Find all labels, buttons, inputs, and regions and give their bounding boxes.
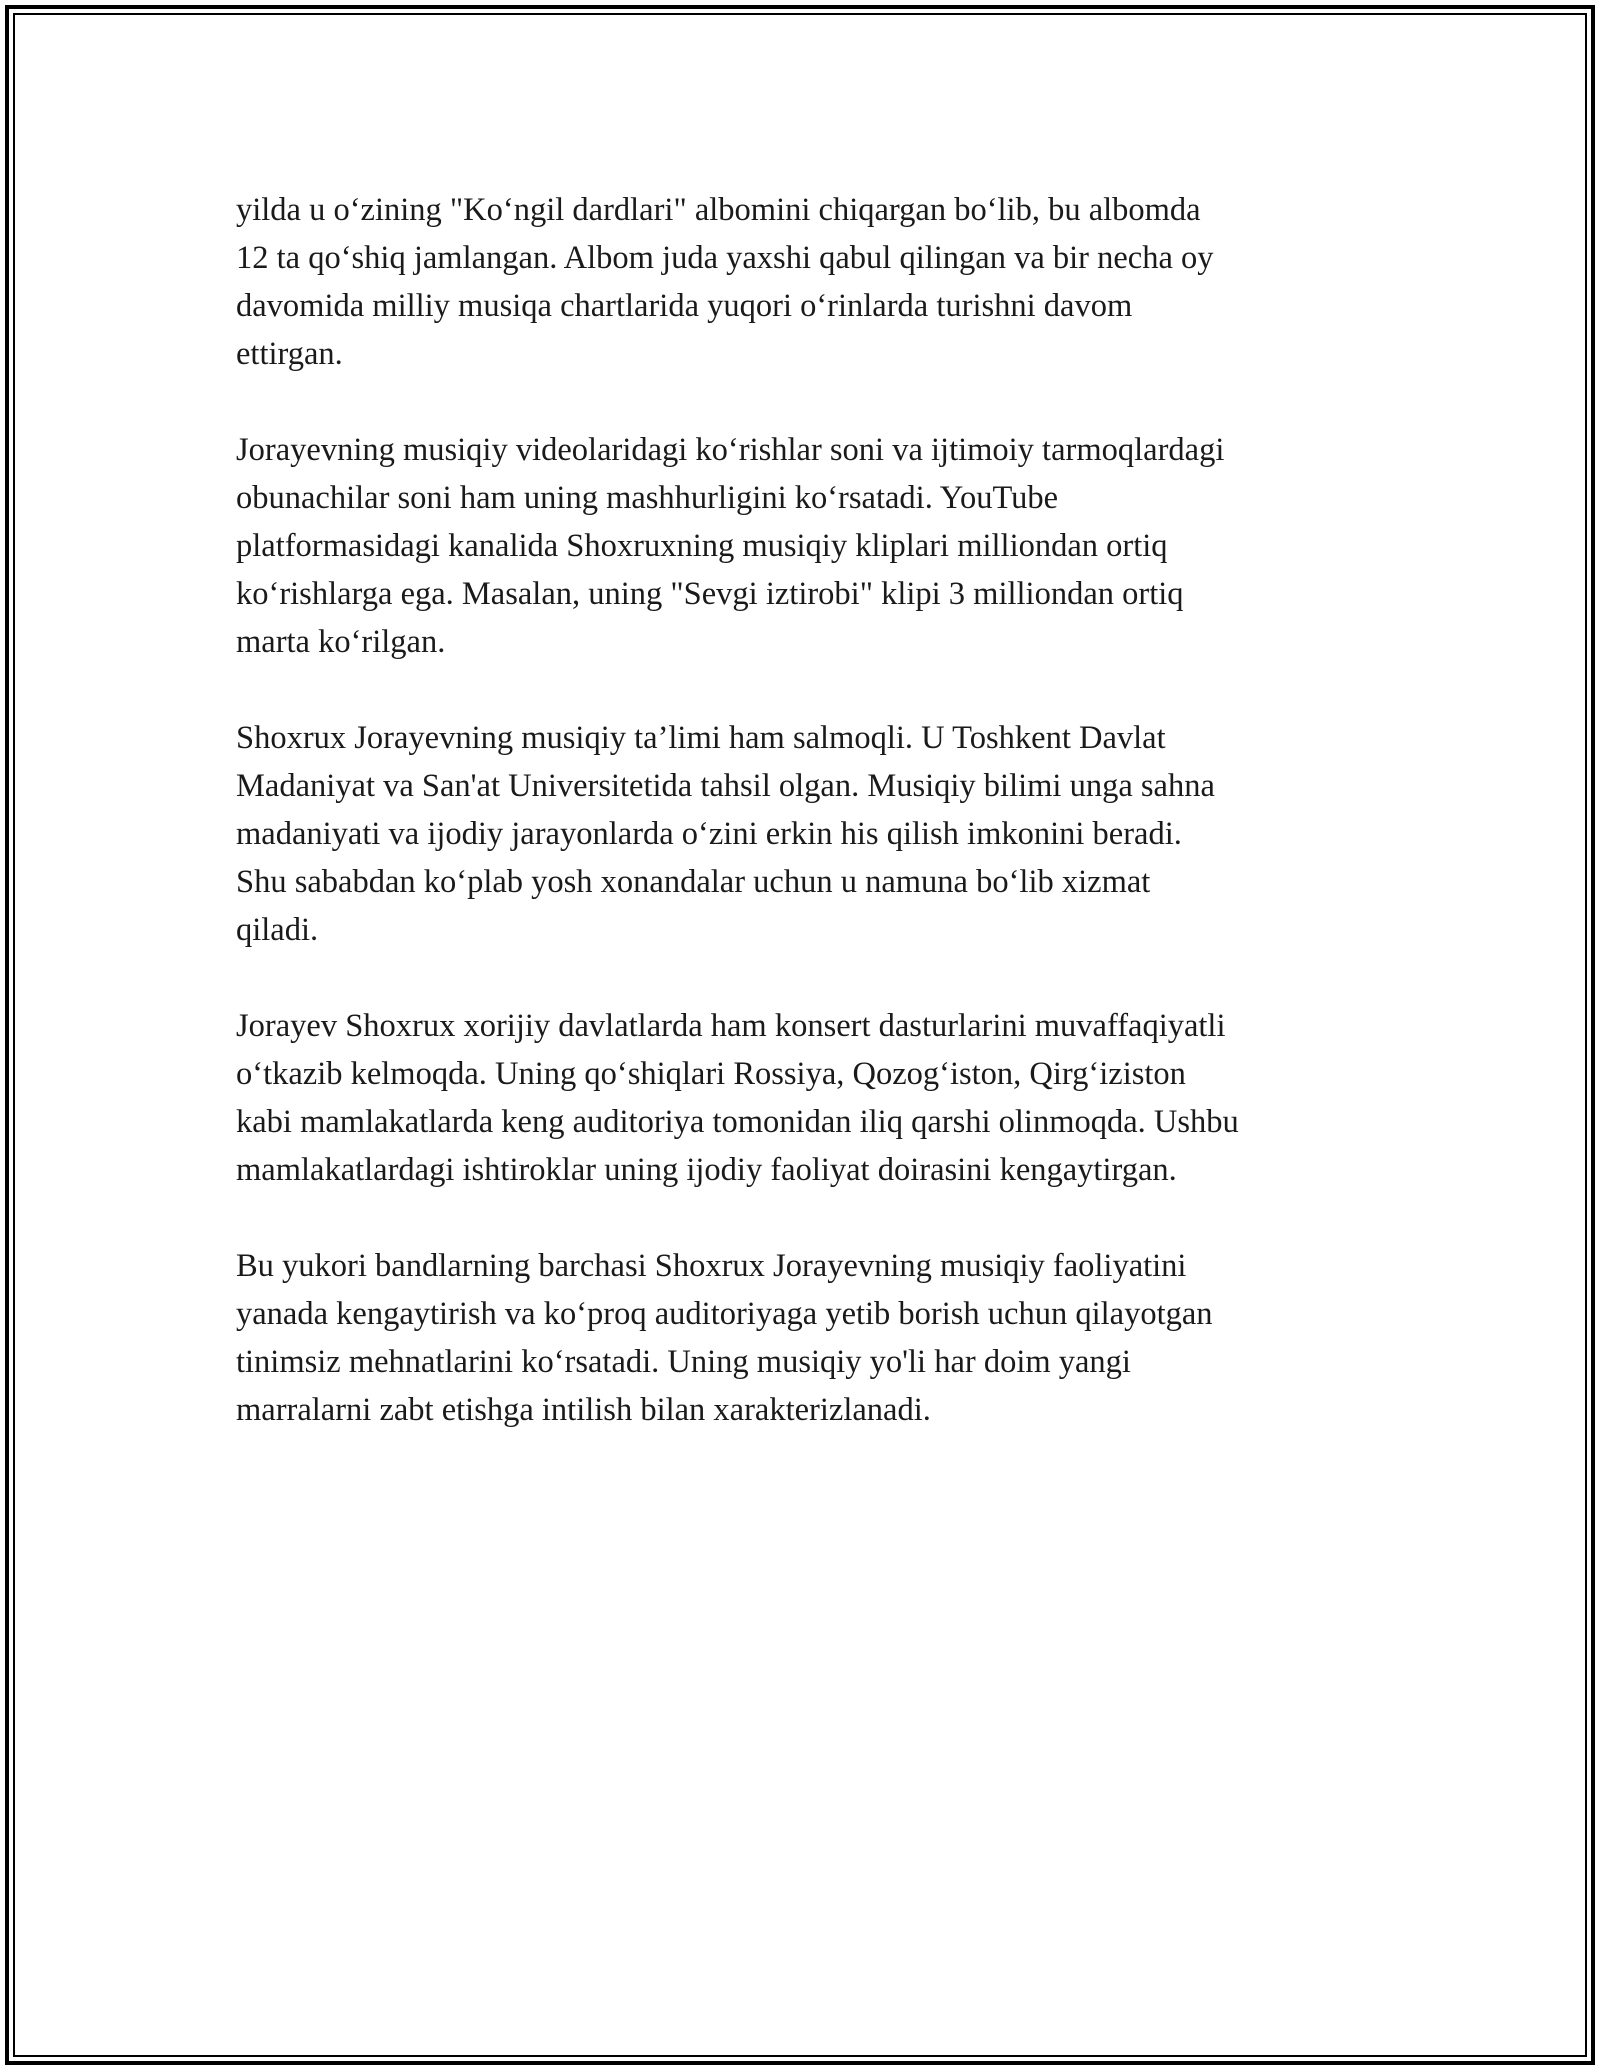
paragraph-3 xyxy=(236,714,1386,954)
paragraph-4 xyxy=(236,1002,1386,1194)
text-line: ettirgan. xyxy=(236,336,343,372)
text-line: yilda u o‘zining "Ko‘ngil dardlari" albomini chiqargan bo‘lib, bu albomda xyxy=(236,192,1201,228)
text-line: mamlakatlardagi ishtiroklar uning ijodiy faoliyat doirasini kengaytirgan. xyxy=(236,1152,1177,1188)
text-line: madaniyati va ijodiy jarayonlarda o‘zini erkin his qilish imkonini beradi. xyxy=(236,816,1182,852)
text-line: Madaniyat va San'at Universitetida tahsil olgan. Musiqiy bilimi unga sahna xyxy=(236,768,1215,804)
text-line: obunachilar soni ham uning mashhurligini ko‘rsatadi. YouTube xyxy=(236,480,1059,516)
text-line: Jorayev Shoxrux xorijiy davlatlarda ham konsert dasturlarini muvaffaqiyatli xyxy=(236,1008,1226,1044)
text-line: platformasidagi kanalida Shoxruxning musiqiy kliplari milliondan ortiq xyxy=(236,528,1168,564)
paragraph-1 xyxy=(236,186,1386,378)
text-line: tinimsiz mehnatlarini ko‘rsatadi. Uning musiqiy yo'li har doim yangi xyxy=(236,1344,1131,1380)
text-line: davomida milliy musiqa chartlarida yuqori o‘rinlarda turishni davom xyxy=(236,288,1133,324)
text-line: Jorayevning musiqiy videolaridagi ko‘rishlar soni va ijtimoiy tarmoqlardagi xyxy=(236,432,1225,468)
text-line: kabi mamlakatlarda keng auditoriya tomonidan iliq qarshi olinmoqda. Ushbu xyxy=(236,1104,1239,1140)
paragraph-2 xyxy=(236,426,1386,666)
text-line: Shu sababdan ko‘plab yosh xonandalar uchun u namuna bo‘lib xizmat xyxy=(236,864,1151,900)
paragraph-5 xyxy=(236,1242,1386,1434)
text-line: yanada kengaytirish va ko‘proq auditoriyaga yetib borish uchun qilayotgan xyxy=(236,1296,1213,1332)
document-body xyxy=(236,186,1386,1482)
text-line: Shoxrux Jorayevning musiqiy ta’limi ham salmoqli. U Toshkent Davlat xyxy=(236,720,1166,756)
text-line: marralarni zabt etishga intilish bilan xarakterizlanadi. xyxy=(236,1392,931,1428)
text-line: o‘tkazib kelmoqda. Uning qo‘shiqlari Rossiya, Qozog‘iston, Qirg‘iziston xyxy=(236,1056,1186,1092)
text-line: ko‘rishlarga ega. Masalan, uning "Sevgi iztirobi" klipi 3 milliondan ortiq xyxy=(236,576,1184,612)
text-line: Bu yukori bandlarning barchasi Shoxrux Jorayevning musiqiy faoliyatini xyxy=(236,1248,1187,1284)
text-line: 12 ta qo‘shiq jamlangan. Albom juda yaxshi qabul qilingan va bir necha oy xyxy=(236,240,1214,276)
text-line: qiladi. xyxy=(236,912,319,948)
text-line: marta ko‘rilgan. xyxy=(236,624,446,660)
